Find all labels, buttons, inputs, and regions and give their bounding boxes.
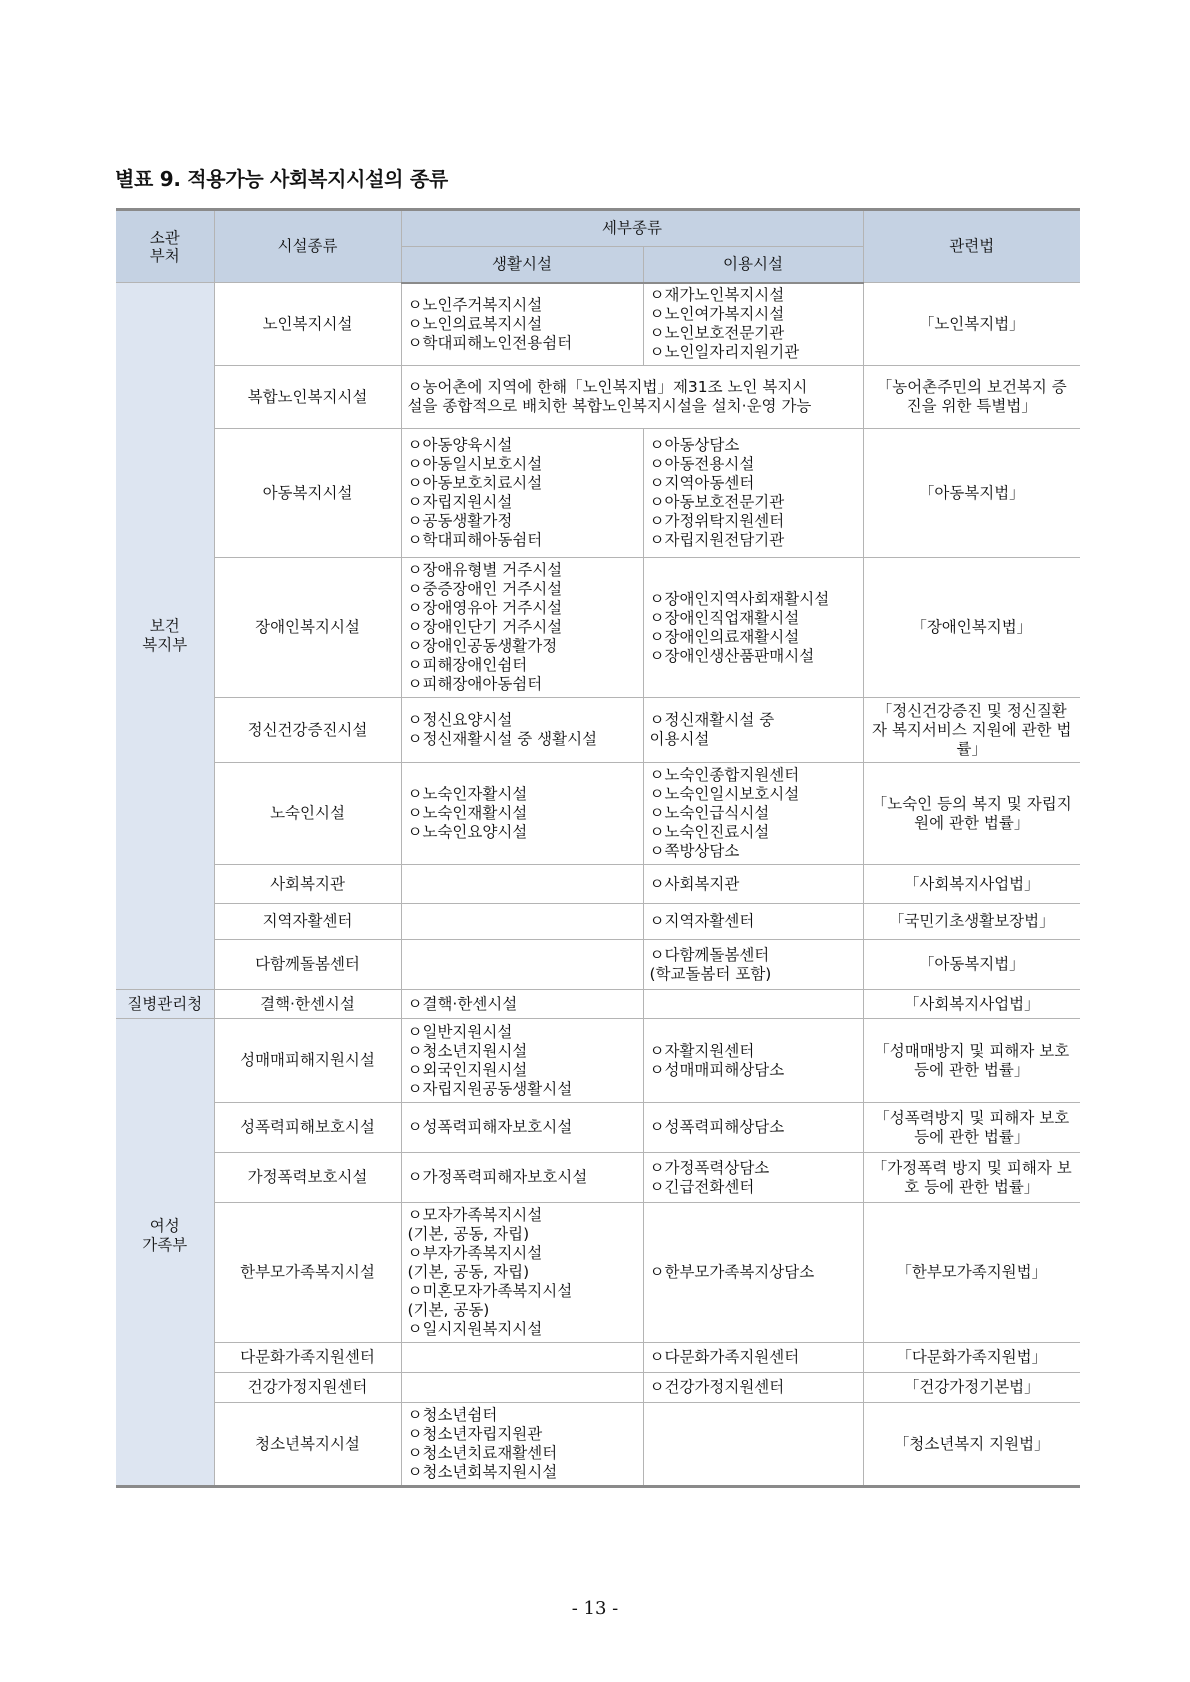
list-item: ㅇ피해장애아동쉼터 <box>407 675 543 693</box>
list-item: ㅇ노인주거복지시설 <box>407 295 543 314</box>
table-row <box>116 940 1080 990</box>
law-cell: 「사회복지사업법」 <box>863 990 1080 1019</box>
list-item: ㅇ정신재활시설 중 생활시설 <box>407 730 598 748</box>
list-item: ㅇ노숙인급식시설 <box>649 804 770 822</box>
dept-cell: 여성 가족부 <box>116 1019 214 1487</box>
facility-table <box>116 208 1080 1488</box>
list-item: ㅇ피해장애인쉼터 <box>407 656 528 674</box>
list-item: ㅇ아동보호전문기관 <box>649 493 785 511</box>
use-cell <box>643 1103 863 1153</box>
facility-cell: 결핵·한센시설 <box>214 990 401 1019</box>
facility-cell: 성폭력피해보호시설 <box>214 1103 401 1153</box>
table-row <box>116 1403 1080 1487</box>
header-dept: 소관 부처 <box>116 210 214 283</box>
table-row <box>116 904 1080 940</box>
list-item: 이용시설 <box>649 730 710 748</box>
list-item: ㅇ사회복지관 <box>649 874 740 893</box>
list-item: ㅇ청소년쉼터 <box>407 1406 498 1424</box>
list-item: (기본, 공동) <box>407 1301 490 1319</box>
residential-cell <box>401 763 643 865</box>
facility-cell: 가정폭력보호시설 <box>214 1153 401 1203</box>
facility-cell: 사회복지관 <box>214 865 401 904</box>
list-item: ㅇ성폭력피해상담소 <box>649 1118 785 1136</box>
list-item: ㅇ재가노인복지시설 <box>649 286 785 305</box>
use-cell <box>643 865 863 904</box>
law-cell: 「아동복지법」 <box>863 940 1080 990</box>
list-item: ㅇ한부모가족복지상담소 <box>649 1263 815 1281</box>
table-row <box>116 1153 1080 1203</box>
list-item: ㅇ노숙인재활시설 <box>407 804 528 822</box>
use-cell <box>643 698 863 763</box>
residential-cell <box>401 429 643 558</box>
law-cell: 「성폭력방지 및 피해자 보호 등에 관한 법률」 <box>863 1103 1080 1153</box>
list-item: ㅇ긴급전화센터 <box>649 1177 755 1196</box>
use-cell <box>643 940 863 990</box>
table-row <box>116 763 1080 865</box>
table-row <box>116 283 1080 366</box>
list-item: ㅇ외국인지원시설 <box>407 1060 528 1079</box>
law-cell: 「성매매방지 및 피해자 보호 등에 관한 법률」 <box>863 1019 1080 1103</box>
facility-cell: 성매매피해지원시설 <box>214 1019 401 1103</box>
list-item: ㅇ청소년지원시설 <box>407 1041 528 1060</box>
table-row <box>116 429 1080 558</box>
facility-cell: 노인복지시설 <box>214 283 401 366</box>
use-cell <box>643 1403 863 1487</box>
list-item: ㅇ가정위탁지원센터 <box>649 512 785 530</box>
list-item: ㅇ장애인단기 거주시설 <box>407 618 563 636</box>
list-item: ㅇ아동보호치료시설 <box>407 474 543 492</box>
use-cell <box>643 1343 863 1373</box>
law-cell: 「청소년복지 지원법」 <box>863 1403 1080 1487</box>
list-item: ㅇ성폭력피해자보호시설 <box>407 1118 573 1136</box>
list-item: ㅇ가정폭력피해자보호시설 <box>407 1168 588 1186</box>
list-item: ㅇ청소년회복지원시설 <box>407 1463 558 1481</box>
list-item: ㅇ정신재활시설 중 <box>649 711 775 729</box>
list-item: ㅇ지역아동센터 <box>649 474 755 492</box>
residential-cell <box>401 1153 643 1203</box>
list-item: ㅇ아동전용시설 <box>649 455 755 473</box>
table-body <box>116 283 1080 1487</box>
dept-cell: 질병관리청 <box>116 990 214 1019</box>
law-cell: 「아동복지법」 <box>863 429 1080 558</box>
residential-cell <box>401 1373 643 1403</box>
use-cell <box>643 1203 863 1343</box>
list-item: ㅇ공동생활가정 <box>407 512 513 530</box>
law-cell: 「장애인복지법」 <box>863 558 1080 698</box>
use-cell <box>643 990 863 1019</box>
list-item: ㅇ중증장애인 거주시설 <box>407 580 563 598</box>
list-item: ㅇ다문화가족지원센터 <box>649 1348 800 1366</box>
use-cell <box>643 904 863 940</box>
use-cell <box>643 283 863 366</box>
list-item: ㅇ청소년자립지원관 <box>407 1425 543 1443</box>
list-item: ㅇ자립지원공동생활시설 <box>407 1079 573 1098</box>
list-item: (학교돌봄터 포함) <box>649 964 772 983</box>
law-cell: 「정신건강증진 및 정신질환자 복지서비스 지원에 관한 법률」 <box>863 698 1080 763</box>
table-row <box>116 1373 1080 1403</box>
facility-cell: 한부모가족복지시설 <box>214 1203 401 1343</box>
table-row <box>116 1019 1080 1103</box>
law-cell: 「노인복지법」 <box>863 283 1080 366</box>
list-item: ㅇ미혼모자가족복지시설 <box>407 1282 573 1300</box>
table-row <box>116 1103 1080 1153</box>
dept-cell: 보건 복지부 <box>116 283 214 990</box>
header-facility: 시설종류 <box>214 210 401 283</box>
residential-cell <box>401 865 643 904</box>
list-item: ㅇ아동양육시설 <box>407 436 513 454</box>
list-item: ㅇ청소년치료재활센터 <box>407 1444 558 1462</box>
facility-cell: 건강가정지원센터 <box>214 1373 401 1403</box>
use-cell <box>643 1019 863 1103</box>
list-item: ㅇ노인일자리지원기관 <box>649 343 800 362</box>
list-item: ㅇ학대피해아동쉼터 <box>407 531 543 549</box>
residential-cell <box>401 1403 643 1487</box>
page-number: - 13 - <box>571 1598 619 1619</box>
list-item: ㅇ노숙인종합지원센터 <box>649 766 800 784</box>
list-item: ㅇ모자가족복지시설 <box>407 1206 543 1224</box>
list-item: ㅇ노숙인진료시설 <box>649 823 770 841</box>
table-row <box>116 366 1080 429</box>
facility-cell: 아동복지시설 <box>214 429 401 558</box>
list-item: ㅇ노숙인자활시설 <box>407 785 528 803</box>
law-cell: 「농어촌주민의 보건복지 증진을 위한 특별법」 <box>863 366 1080 429</box>
header-law: 관련법 <box>863 210 1080 283</box>
table-row <box>116 1343 1080 1373</box>
facility-cell: 노숙인시설 <box>214 763 401 865</box>
residential-cell <box>401 990 643 1019</box>
law-cell: 「건강가정기본법」 <box>863 1373 1080 1403</box>
list-item: ㅇ자활지원센터 <box>649 1041 755 1060</box>
list-item: ㅇ자립지원시설 <box>407 493 513 511</box>
use-cell <box>643 1373 863 1403</box>
list-item: ㅇ장애인공동생활가정 <box>407 637 558 655</box>
list-item: ㅇ일시지원복지시설 <box>407 1320 543 1338</box>
law-cell: 「노숙인 등의 복지 및 자립지원에 관한 법률」 <box>863 763 1080 865</box>
residential-cell <box>401 940 643 990</box>
use-cell <box>643 763 863 865</box>
list-item: ㅇ장애인생산품판매시설 <box>649 646 815 665</box>
list-item: (기본, 공동, 자립) <box>407 1225 530 1243</box>
list-item: ㅇ노숙인일시보호시설 <box>649 785 800 803</box>
residential-cell <box>401 904 643 940</box>
table-row <box>116 698 1080 763</box>
table-row <box>116 1203 1080 1343</box>
facility-cell: 복합노인복지시설 <box>214 366 401 429</box>
list-item: ㅇ가정폭력상담소 <box>649 1158 770 1177</box>
law-cell: 「국민기초생활보장법」 <box>863 904 1080 940</box>
use-cell <box>643 558 863 698</box>
list-item: ㅇ건강가정지원센터 <box>649 1378 785 1396</box>
list-item: ㅇ농어촌에 지역에 한해「노인복지법」제31조 노인 복지시설을 종합적으로 배치한 복합노인복지시설을 설치·운영 가능 <box>407 378 812 415</box>
facility-cell: 장애인복지시설 <box>214 558 401 698</box>
list-item: ㅇ장애영유아 거주시설 <box>407 599 563 617</box>
list-item: ㅇ성매매피해상담소 <box>649 1060 785 1079</box>
residential-cell <box>401 1103 643 1153</box>
list-item: ㅇ자립지원전담기관 <box>649 531 785 549</box>
list-item: ㅇ결핵·한센시설 <box>407 994 518 1013</box>
list-item: ㅇ장애인의료재활시설 <box>649 627 800 646</box>
law-cell: 「다문화가족지원법」 <box>863 1343 1080 1373</box>
list-item: ㅇ장애인지역사회재활시설 <box>649 589 830 608</box>
document-title: 별표 9. 적용가능 사회복지시설의 종류 <box>115 167 448 191</box>
list-item: ㅇ부자가족복지시설 <box>407 1244 543 1262</box>
residential-cell <box>401 698 643 763</box>
residential-cell <box>401 558 643 698</box>
residential-cell <box>401 1343 643 1373</box>
law-cell: 「한부모가족지원법」 <box>863 1203 1080 1343</box>
header-detail: 세부종류 <box>401 210 863 247</box>
list-item: ㅇ노인보호전문기관 <box>649 324 785 343</box>
list-item: ㅇ장애인직업재활시설 <box>649 608 800 627</box>
law-cell: 「사회복지사업법」 <box>863 865 1080 904</box>
header-use: 이용시설 <box>643 247 863 283</box>
residential-cell <box>401 1203 643 1343</box>
list-item: ㅇ지역자활센터 <box>649 912 755 930</box>
list-item: ㅇ학대피해노인전용쉼터 <box>407 333 573 352</box>
list-item: (기본, 공동, 자립) <box>407 1263 530 1281</box>
list-item: ㅇ다함께돌봄센터 <box>649 945 770 964</box>
facility-cell: 정신건강증진시설 <box>214 698 401 763</box>
merged-detail-cell <box>401 366 863 429</box>
list-item: ㅇ아동일시보호시설 <box>407 455 543 473</box>
residential-cell <box>401 1019 643 1103</box>
list-item: ㅇ장애유형별 거주시설 <box>407 561 563 579</box>
residential-cell <box>401 283 643 366</box>
facility-cell: 지역자활센터 <box>214 904 401 940</box>
facility-cell: 청소년복지시설 <box>214 1403 401 1487</box>
facility-cell: 다함께돌봄센터 <box>214 940 401 990</box>
use-cell <box>643 1153 863 1203</box>
list-item: ㅇ아동상담소 <box>649 436 740 454</box>
list-item: ㅇ노인의료복지시설 <box>407 314 543 333</box>
list-item: ㅇ정신요양시설 <box>407 711 513 729</box>
table-row <box>116 990 1080 1019</box>
table-row <box>116 865 1080 904</box>
law-cell: 「가정폭력 방지 및 피해자 보호 등에 관한 법률」 <box>863 1153 1080 1203</box>
use-cell <box>643 429 863 558</box>
facility-cell: 다문화가족지원센터 <box>214 1343 401 1373</box>
list-item: ㅇ쪽방상담소 <box>649 842 740 860</box>
list-item: ㅇ노인여가복지시설 <box>649 305 785 324</box>
header-residential: 생활시설 <box>401 247 643 283</box>
list-item: ㅇ노숙인요양시설 <box>407 823 528 841</box>
table-row <box>116 558 1080 698</box>
list-item: ㅇ일반지원시설 <box>407 1022 513 1041</box>
